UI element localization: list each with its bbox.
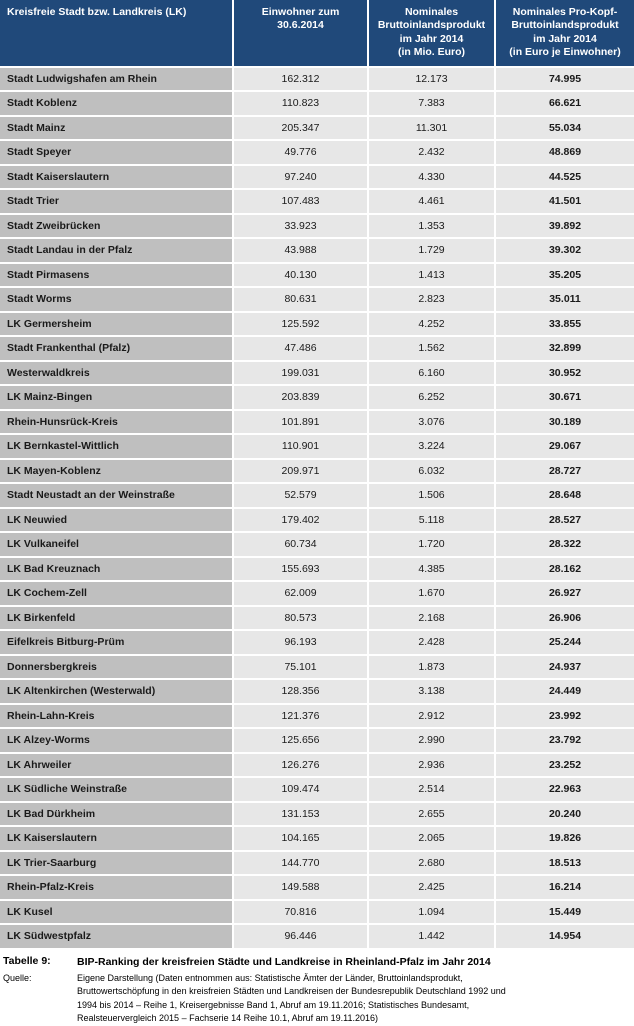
cell-gdp-per-capita: 30.952: [496, 362, 634, 387]
cell-population: 162.312: [234, 68, 369, 93]
cell-gdp: 12.173: [369, 68, 496, 93]
cell-gdp-per-capita: 30.189: [496, 411, 634, 436]
table-row: [0, 215, 634, 240]
cell-population: 75.101: [234, 656, 369, 681]
cell-district-name: LK Birkenfeld: [0, 607, 234, 632]
source-text-line-2: Bruttowertschöpfung in den kreisfreien Städten und Landkreisen der Bundesrepublik Deutschland 1992 und: [77, 986, 506, 997]
table-row: [0, 435, 634, 460]
cell-district-name: Stadt Speyer: [0, 141, 234, 166]
column-header-gdp-per-capita-line1: Nominales Pro-Kopf-: [512, 6, 618, 18]
cell-population: 205.347: [234, 117, 369, 142]
table-row: [0, 264, 634, 289]
caption-label: Tabelle 9:: [3, 954, 51, 967]
table-row: [0, 852, 634, 877]
cell-gdp-per-capita: 16.214: [496, 876, 634, 901]
cell-gdp-per-capita: 33.855: [496, 313, 634, 338]
cell-gdp-per-capita: 26.906: [496, 607, 634, 632]
source-note: [3, 972, 634, 1026]
cell-gdp-per-capita: 26.927: [496, 582, 634, 607]
table-row: [0, 141, 634, 166]
cell-gdp-per-capita: 28.727: [496, 460, 634, 485]
cell-population: 149.588: [234, 876, 369, 901]
cell-population: 52.579: [234, 484, 369, 509]
table-row: [0, 558, 634, 583]
table-row: [0, 754, 634, 779]
column-header-gdp-line2: Bruttoinlandsprodukt: [377, 19, 486, 32]
table-row: [0, 876, 634, 901]
cell-district-name: Stadt Landau in der Pfalz: [0, 239, 234, 264]
cell-population: 49.776: [234, 141, 369, 166]
column-header-district-label: Kreisfreie Stadt bzw. Landkreis (LK): [7, 6, 187, 18]
cell-district-name: LK Vulkaneifel: [0, 533, 234, 558]
cell-gdp: 2.936: [369, 754, 496, 779]
cell-gdp-per-capita: 41.501: [496, 190, 634, 215]
column-header-population: [234, 0, 369, 68]
table-caption: [3, 955, 634, 969]
cell-gdp-per-capita: 30.671: [496, 386, 634, 411]
cell-population: 125.592: [234, 313, 369, 338]
cell-district-name: Stadt Mainz: [0, 117, 234, 142]
cell-district-name: Stadt Pirmasens: [0, 264, 234, 289]
table-row: [0, 925, 634, 948]
cell-gdp: 6.252: [369, 386, 496, 411]
cell-gdp-per-capita: 22.963: [496, 778, 634, 803]
column-header-population-line2: 30.6.2014: [277, 19, 324, 32]
cell-gdp-per-capita: 74.995: [496, 68, 634, 93]
table-row: [0, 705, 634, 730]
cell-district-name: Stadt Koblenz: [0, 92, 234, 117]
cell-district-name: LK Ahrweiler: [0, 754, 234, 779]
cell-district-name: Rhein-Lahn-Kreis: [0, 705, 234, 730]
table-body: [0, 68, 634, 948]
cell-gdp-per-capita: 28.648: [496, 484, 634, 509]
cell-gdp-per-capita: 19.826: [496, 827, 634, 852]
cell-gdp-per-capita: 39.302: [496, 239, 634, 264]
cell-gdp-per-capita: 28.527: [496, 509, 634, 534]
table-row: [0, 901, 634, 926]
cell-district-name: Rhein-Hunsrück-Kreis: [0, 411, 234, 436]
cell-population: 199.031: [234, 362, 369, 387]
source-text-line-1: Eigene Darstellung (Daten entnommen aus: Statistische Ämter der Länder, Bruttoinlandsprodukt,: [77, 972, 463, 983]
cell-district-name: LK Cochem-Zell: [0, 582, 234, 607]
cell-gdp-per-capita: 23.792: [496, 729, 634, 754]
table-header-row: [0, 0, 634, 68]
table-row: [0, 582, 634, 607]
cell-gdp-per-capita: 66.621: [496, 92, 634, 117]
cell-gdp: 4.252: [369, 313, 496, 338]
cell-gdp: 1.413: [369, 264, 496, 289]
cell-population: 70.816: [234, 901, 369, 926]
cell-district-name: LK Südliche Weinstraße: [0, 778, 234, 803]
table-row: [0, 778, 634, 803]
cell-district-name: LK Altenkirchen (Westerwald): [0, 680, 234, 705]
table-row: [0, 656, 634, 681]
cell-gdp-per-capita: 20.240: [496, 803, 634, 828]
cell-population: 179.402: [234, 509, 369, 534]
cell-gdp: 4.385: [369, 558, 496, 583]
cell-district-name: Stadt Worms: [0, 288, 234, 313]
column-header-gdp-per-capita-line4: (in Euro je Einwohner): [509, 46, 621, 59]
cell-population: 125.656: [234, 729, 369, 754]
table-row: [0, 362, 634, 387]
cell-district-name: LK Bad Kreuznach: [0, 558, 234, 583]
table-row: [0, 411, 634, 436]
cell-gdp-per-capita: 23.252: [496, 754, 634, 779]
cell-gdp-per-capita: 18.513: [496, 852, 634, 877]
cell-gdp: 2.823: [369, 288, 496, 313]
cell-gdp-per-capita: 35.205: [496, 264, 634, 289]
caption-title: BIP-Ranking der kreisfreien Städte und Landkreise in Rheinland-Pfalz im Jahr 2014: [77, 955, 491, 968]
table-row: [0, 607, 634, 632]
cell-gdp-per-capita: 15.449: [496, 901, 634, 926]
cell-district-name: Westerwaldkreis: [0, 362, 234, 387]
cell-gdp: 2.655: [369, 803, 496, 828]
cell-population: 80.573: [234, 607, 369, 632]
cell-gdp-per-capita: 48.869: [496, 141, 634, 166]
cell-gdp: 2.065: [369, 827, 496, 852]
cell-population: 62.009: [234, 582, 369, 607]
cell-gdp-per-capita: 28.162: [496, 558, 634, 583]
table-row: [0, 533, 634, 558]
cell-gdp: 3.138: [369, 680, 496, 705]
cell-population: 144.770: [234, 852, 369, 877]
cell-population: 209.971: [234, 460, 369, 485]
cell-gdp: 1.562: [369, 337, 496, 362]
cell-district-name: Stadt Kaiserslautern: [0, 166, 234, 191]
table-row: [0, 190, 634, 215]
column-header-gdp-per-capita-line3: im Jahr 2014: [533, 32, 597, 45]
cell-population: 128.356: [234, 680, 369, 705]
cell-district-name: LK Mainz-Bingen: [0, 386, 234, 411]
cell-population: 107.483: [234, 190, 369, 215]
cell-district-name: Stadt Frankenthal (Pfalz): [0, 337, 234, 362]
cell-gdp: 1.506: [369, 484, 496, 509]
table-row: [0, 239, 634, 264]
cell-gdp: 2.425: [369, 876, 496, 901]
table-row: [0, 680, 634, 705]
cell-gdp-per-capita: 25.244: [496, 631, 634, 656]
cell-gdp: 2.680: [369, 852, 496, 877]
cell-district-name: Donnersbergkreis: [0, 656, 234, 681]
cell-district-name: Stadt Neustadt an der Weinstraße: [0, 484, 234, 509]
source-label: Quelle:: [3, 972, 32, 983]
table-row: [0, 484, 634, 509]
cell-gdp: 6.032: [369, 460, 496, 485]
cell-gdp: 3.076: [369, 411, 496, 436]
cell-population: 121.376: [234, 705, 369, 730]
table-row: [0, 337, 634, 362]
cell-population: 109.474: [234, 778, 369, 803]
caption-block: [0, 955, 634, 1026]
cell-gdp-per-capita: 23.992: [496, 705, 634, 730]
cell-district-name: LK Neuwied: [0, 509, 234, 534]
cell-gdp: 2.168: [369, 607, 496, 632]
cell-district-name: Stadt Trier: [0, 190, 234, 215]
cell-population: 40.130: [234, 264, 369, 289]
cell-population: 110.823: [234, 92, 369, 117]
cell-gdp-per-capita: 24.449: [496, 680, 634, 705]
cell-population: 33.923: [234, 215, 369, 240]
cell-gdp-per-capita: 14.954: [496, 925, 634, 948]
cell-district-name: LK Bad Dürkheim: [0, 803, 234, 828]
source-text: [77, 972, 506, 1026]
cell-district-name: LK Kaiserslautern: [0, 827, 234, 852]
cell-gdp: 2.432: [369, 141, 496, 166]
cell-gdp: 3.224: [369, 435, 496, 460]
source-text-line-4: Realsteuervergleich 2015 – Fachserie 14 Reihe 10.1, Abruf am 19.11.2016): [77, 1013, 379, 1024]
cell-district-name: LK Trier-Saarburg: [0, 852, 234, 877]
table-row: [0, 631, 634, 656]
cell-gdp: 2.912: [369, 705, 496, 730]
column-header-gdp-line1: Nominales: [404, 6, 459, 18]
cell-gdp: 1.094: [369, 901, 496, 926]
cell-district-name: LK Mayen-Koblenz: [0, 460, 234, 485]
cell-gdp: 1.442: [369, 925, 496, 948]
cell-population: 203.839: [234, 386, 369, 411]
column-header-population-line1: Einwohner zum: [261, 6, 340, 18]
cell-population: 60.734: [234, 533, 369, 558]
cell-gdp-per-capita: 29.067: [496, 435, 634, 460]
cell-gdp-per-capita: 55.034: [496, 117, 634, 142]
cell-population: 155.693: [234, 558, 369, 583]
table-row: [0, 509, 634, 534]
cell-population: 43.988: [234, 239, 369, 264]
table-row: [0, 117, 634, 142]
cell-gdp: 6.160: [369, 362, 496, 387]
cell-gdp-per-capita: 32.899: [496, 337, 634, 362]
cell-gdp-per-capita: 28.322: [496, 533, 634, 558]
column-header-gdp-per-capita: [496, 0, 634, 68]
cell-population: 101.891: [234, 411, 369, 436]
cell-gdp-per-capita: 35.011: [496, 288, 634, 313]
table-row: [0, 386, 634, 411]
cell-district-name: Stadt Ludwigshafen am Rhein: [0, 68, 234, 93]
cell-gdp: 2.428: [369, 631, 496, 656]
cell-district-name: LK Alzey-Worms: [0, 729, 234, 754]
cell-gdp: 1.353: [369, 215, 496, 240]
cell-population: 80.631: [234, 288, 369, 313]
cell-district-name: LK Kusel: [0, 901, 234, 926]
cell-gdp: 2.990: [369, 729, 496, 754]
table-row: [0, 288, 634, 313]
cell-population: 47.486: [234, 337, 369, 362]
cell-district-name: LK Südwestpfalz: [0, 925, 234, 948]
cell-gdp: 1.670: [369, 582, 496, 607]
table-row: [0, 313, 634, 338]
cell-population: 126.276: [234, 754, 369, 779]
table-row: [0, 827, 634, 852]
cell-gdp: 2.514: [369, 778, 496, 803]
cell-population: 110.901: [234, 435, 369, 460]
cell-population: 131.153: [234, 803, 369, 828]
source-text-line-3: 1994 bis 2014 – Reihe 1, Kreisergebnisse Band 1, Abruf am 19.11.2016; Statistisches Bundesamt,: [77, 999, 470, 1010]
cell-gdp: 1.720: [369, 533, 496, 558]
cell-gdp: 4.461: [369, 190, 496, 215]
cell-gdp: 11.301: [369, 117, 496, 142]
cell-gdp: 1.729: [369, 239, 496, 264]
table-row: [0, 803, 634, 828]
cell-gdp: 1.873: [369, 656, 496, 681]
cell-population: 104.165: [234, 827, 369, 852]
cell-district-name: Rhein-Pfalz-Kreis: [0, 876, 234, 901]
cell-gdp-per-capita: 44.525: [496, 166, 634, 191]
table-row: [0, 68, 634, 93]
column-header-gdp: [369, 0, 496, 68]
column-header-district: [0, 0, 234, 68]
table-row: [0, 460, 634, 485]
column-header-gdp-line3: im Jahr 2014: [399, 32, 464, 45]
column-header-gdp-line4: (in Mio. Euro): [397, 46, 466, 59]
cell-district-name: LK Germersheim: [0, 313, 234, 338]
table-row: [0, 166, 634, 191]
cell-gdp-per-capita: 39.892: [496, 215, 634, 240]
cell-gdp: 4.330: [369, 166, 496, 191]
cell-district-name: LK Bernkastel-Wittlich: [0, 435, 234, 460]
cell-population: 97.240: [234, 166, 369, 191]
cell-population: 96.446: [234, 925, 369, 948]
cell-population: 96.193: [234, 631, 369, 656]
table-row: [0, 729, 634, 754]
column-header-gdp-per-capita-line2: Bruttoinlandsprodukt: [511, 19, 619, 32]
cell-gdp: 7.383: [369, 92, 496, 117]
table-row: [0, 92, 634, 117]
cell-gdp-per-capita: 24.937: [496, 656, 634, 681]
table-header: [0, 0, 634, 68]
cell-district-name: Stadt Zweibrücken: [0, 215, 234, 240]
cell-gdp: 5.118: [369, 509, 496, 534]
cell-district-name: Eifelkreis Bitburg-Prüm: [0, 631, 234, 656]
